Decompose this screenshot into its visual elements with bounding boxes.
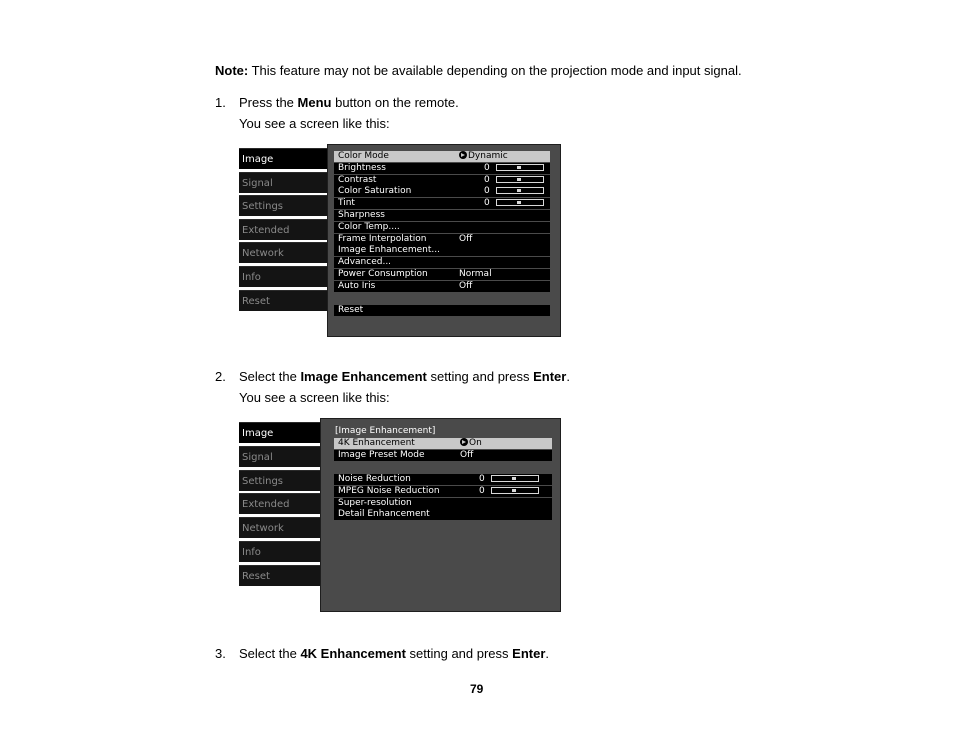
slider-bar[interactable] xyxy=(496,199,544,206)
menu-tab-signal[interactable]: Signal xyxy=(239,446,320,467)
menu-item-image-enhancement[interactable] xyxy=(334,245,550,256)
menu-item-value-text: Off xyxy=(459,233,473,244)
step-1-post: button on the remote. xyxy=(331,95,459,110)
slider-knob[interactable] xyxy=(517,201,521,204)
menu-panel xyxy=(320,418,561,612)
menu-item-brightness[interactable] xyxy=(334,163,550,174)
arrow-icon xyxy=(459,151,467,159)
menu-item-value-text: Off xyxy=(459,280,473,291)
step-2-number: 2. xyxy=(215,369,226,384)
menu-item-sharpness[interactable] xyxy=(334,210,550,221)
menu-item-value xyxy=(460,438,482,449)
slider-bar[interactable] xyxy=(496,164,544,171)
step-3-mid: setting and press xyxy=(405,646,513,661)
menu-item-power-consumption[interactable] xyxy=(334,269,550,280)
menu-item-value xyxy=(459,234,472,245)
menu-item-value-text: Normal xyxy=(459,269,492,279)
step-2-bold-1: Image Enhancement xyxy=(300,369,427,384)
step-3-number: 3. xyxy=(215,646,226,661)
arrow-icon xyxy=(460,438,468,446)
menu-item-label: Color Saturation xyxy=(338,186,412,197)
menu-tab-reset[interactable]: Reset xyxy=(239,290,327,311)
menu-item-label: 4K Enhancement xyxy=(338,438,415,448)
menu-item-noise-reduction[interactable] xyxy=(334,474,552,485)
note-paragraph xyxy=(215,63,742,78)
menu-item-super-resolution[interactable] xyxy=(334,498,552,509)
menu-item-image-preset-mode[interactable] xyxy=(334,450,552,461)
menu-item-label: Color Mode xyxy=(338,151,389,161)
menu-item-detail-enhancement[interactable] xyxy=(334,509,552,520)
menu-item-label: Color Temp.... xyxy=(338,221,400,232)
menu-item-label: Brightness xyxy=(338,162,386,173)
slider-knob[interactable] xyxy=(517,189,521,192)
slider-knob[interactable] xyxy=(517,178,521,181)
menu-item-number: 0 xyxy=(484,198,490,209)
menu-tab-info[interactable]: Info xyxy=(239,266,327,287)
slider-knob[interactable] xyxy=(512,489,516,492)
menu-screen-image xyxy=(239,144,561,337)
menu-panel xyxy=(327,144,561,337)
page-number: 79 xyxy=(470,682,484,696)
menu-item-number: 0 xyxy=(479,485,485,496)
menu-item-auto-iris[interactable] xyxy=(334,281,550,292)
slider-bar[interactable] xyxy=(491,475,539,482)
menu-item-label: Contrast xyxy=(338,174,377,185)
menu-item-label: Advanced... xyxy=(338,257,392,268)
menu-tab-reset[interactable]: Reset xyxy=(239,565,320,586)
menu-item-label: Frame Interpolation xyxy=(338,233,427,244)
menu-item-number: 0 xyxy=(484,174,490,185)
step-1-subtext: You see a screen like this: xyxy=(239,116,390,131)
menu-item-value-text: Off xyxy=(460,449,474,460)
step-1-text xyxy=(239,95,459,110)
menu-tab-settings[interactable]: Settings xyxy=(239,470,320,491)
menu-item-tint[interactable] xyxy=(334,198,550,209)
menu-tab-info[interactable]: Info xyxy=(239,541,320,562)
step-3-bold-1: 4K Enhancement xyxy=(300,646,406,661)
menu-item-value-text: Dynamic xyxy=(468,151,508,161)
menu-item-contrast[interactable] xyxy=(334,175,550,186)
menu-item-color-mode[interactable] xyxy=(334,151,550,162)
menu-tab-image[interactable]: Image xyxy=(239,422,320,443)
menu-item-label: MPEG Noise Reduction xyxy=(338,485,440,496)
menu-item-value xyxy=(460,450,473,461)
menu-item-color-temp[interactable] xyxy=(334,222,550,233)
menu-item-label: Reset xyxy=(338,305,364,315)
menu-tab-settings[interactable]: Settings xyxy=(239,195,327,216)
step-3-post: . xyxy=(545,646,550,661)
menu-item-label: Tint xyxy=(338,198,355,209)
menu-tab-extended[interactable]: Extended xyxy=(239,493,320,514)
menu-item-label: Detail Enhancement xyxy=(338,509,430,520)
menu-tab-signal[interactable]: Signal xyxy=(239,172,327,193)
step-1-number: 1. xyxy=(215,95,226,110)
step-2-subtext: You see a screen like this: xyxy=(239,390,390,405)
step-2-post: . xyxy=(566,369,570,384)
step-1-bold: Menu xyxy=(297,95,332,110)
menu-item-label: Super-resolution xyxy=(338,497,412,508)
menu-item-reset[interactable] xyxy=(334,305,550,316)
slider-knob[interactable] xyxy=(512,477,516,480)
slider-knob[interactable] xyxy=(517,166,521,169)
menu-item-value xyxy=(459,269,492,280)
submenu-header: [Image Enhancement] xyxy=(335,426,436,436)
menu-item-color-saturation[interactable] xyxy=(334,186,550,197)
note-label: Note: xyxy=(215,63,249,78)
step-2-text xyxy=(239,369,570,384)
step-1-pre: Press the xyxy=(239,95,298,110)
menu-item-label: Sharpness xyxy=(338,210,385,220)
step-2-bold-2: Enter xyxy=(533,369,567,384)
step-2-pre: Select the xyxy=(239,369,301,384)
step-3-bold-2: Enter xyxy=(512,646,546,661)
slider-bar[interactable] xyxy=(491,487,539,494)
menu-item-number: 0 xyxy=(484,162,490,173)
menu-item-frame-interpolation[interactable] xyxy=(334,234,550,245)
menu-item-number: 0 xyxy=(479,474,485,484)
menu-item-number: 0 xyxy=(484,186,490,197)
menu-item-label: Power Consumption xyxy=(338,269,428,279)
menu-tab-image[interactable]: Image xyxy=(239,148,327,169)
menu-item-4k-enhancement[interactable] xyxy=(334,438,552,449)
step-3-pre: Select the xyxy=(239,646,301,661)
menu-tab-network[interactable]: Network xyxy=(239,517,320,538)
menu-item-label: Image Preset Mode xyxy=(338,449,425,460)
note-text: This feature may not be available depending on the projection mode and input signal. xyxy=(248,63,742,78)
menu-item-value xyxy=(459,281,472,292)
menu-screen-image-enhancement xyxy=(239,418,561,612)
menu-item-value xyxy=(459,151,508,162)
step-3-text xyxy=(239,646,549,661)
menu-item-advanced[interactable] xyxy=(334,257,550,268)
menu-tab-extended[interactable]: Extended xyxy=(239,219,327,240)
step-2-mid: setting and press xyxy=(426,369,534,384)
menu-item-label: Auto Iris xyxy=(338,280,376,291)
slider-bar[interactable] xyxy=(496,176,544,183)
menu-item-label: Noise Reduction xyxy=(338,474,411,484)
menu-item-value-text: On xyxy=(469,438,482,448)
slider-bar[interactable] xyxy=(496,187,544,194)
menu-item-mpeg-noise-reduction[interactable] xyxy=(334,486,552,497)
menu-item-label: Image Enhancement... xyxy=(338,245,440,256)
menu-tab-network[interactable]: Network xyxy=(239,242,327,263)
